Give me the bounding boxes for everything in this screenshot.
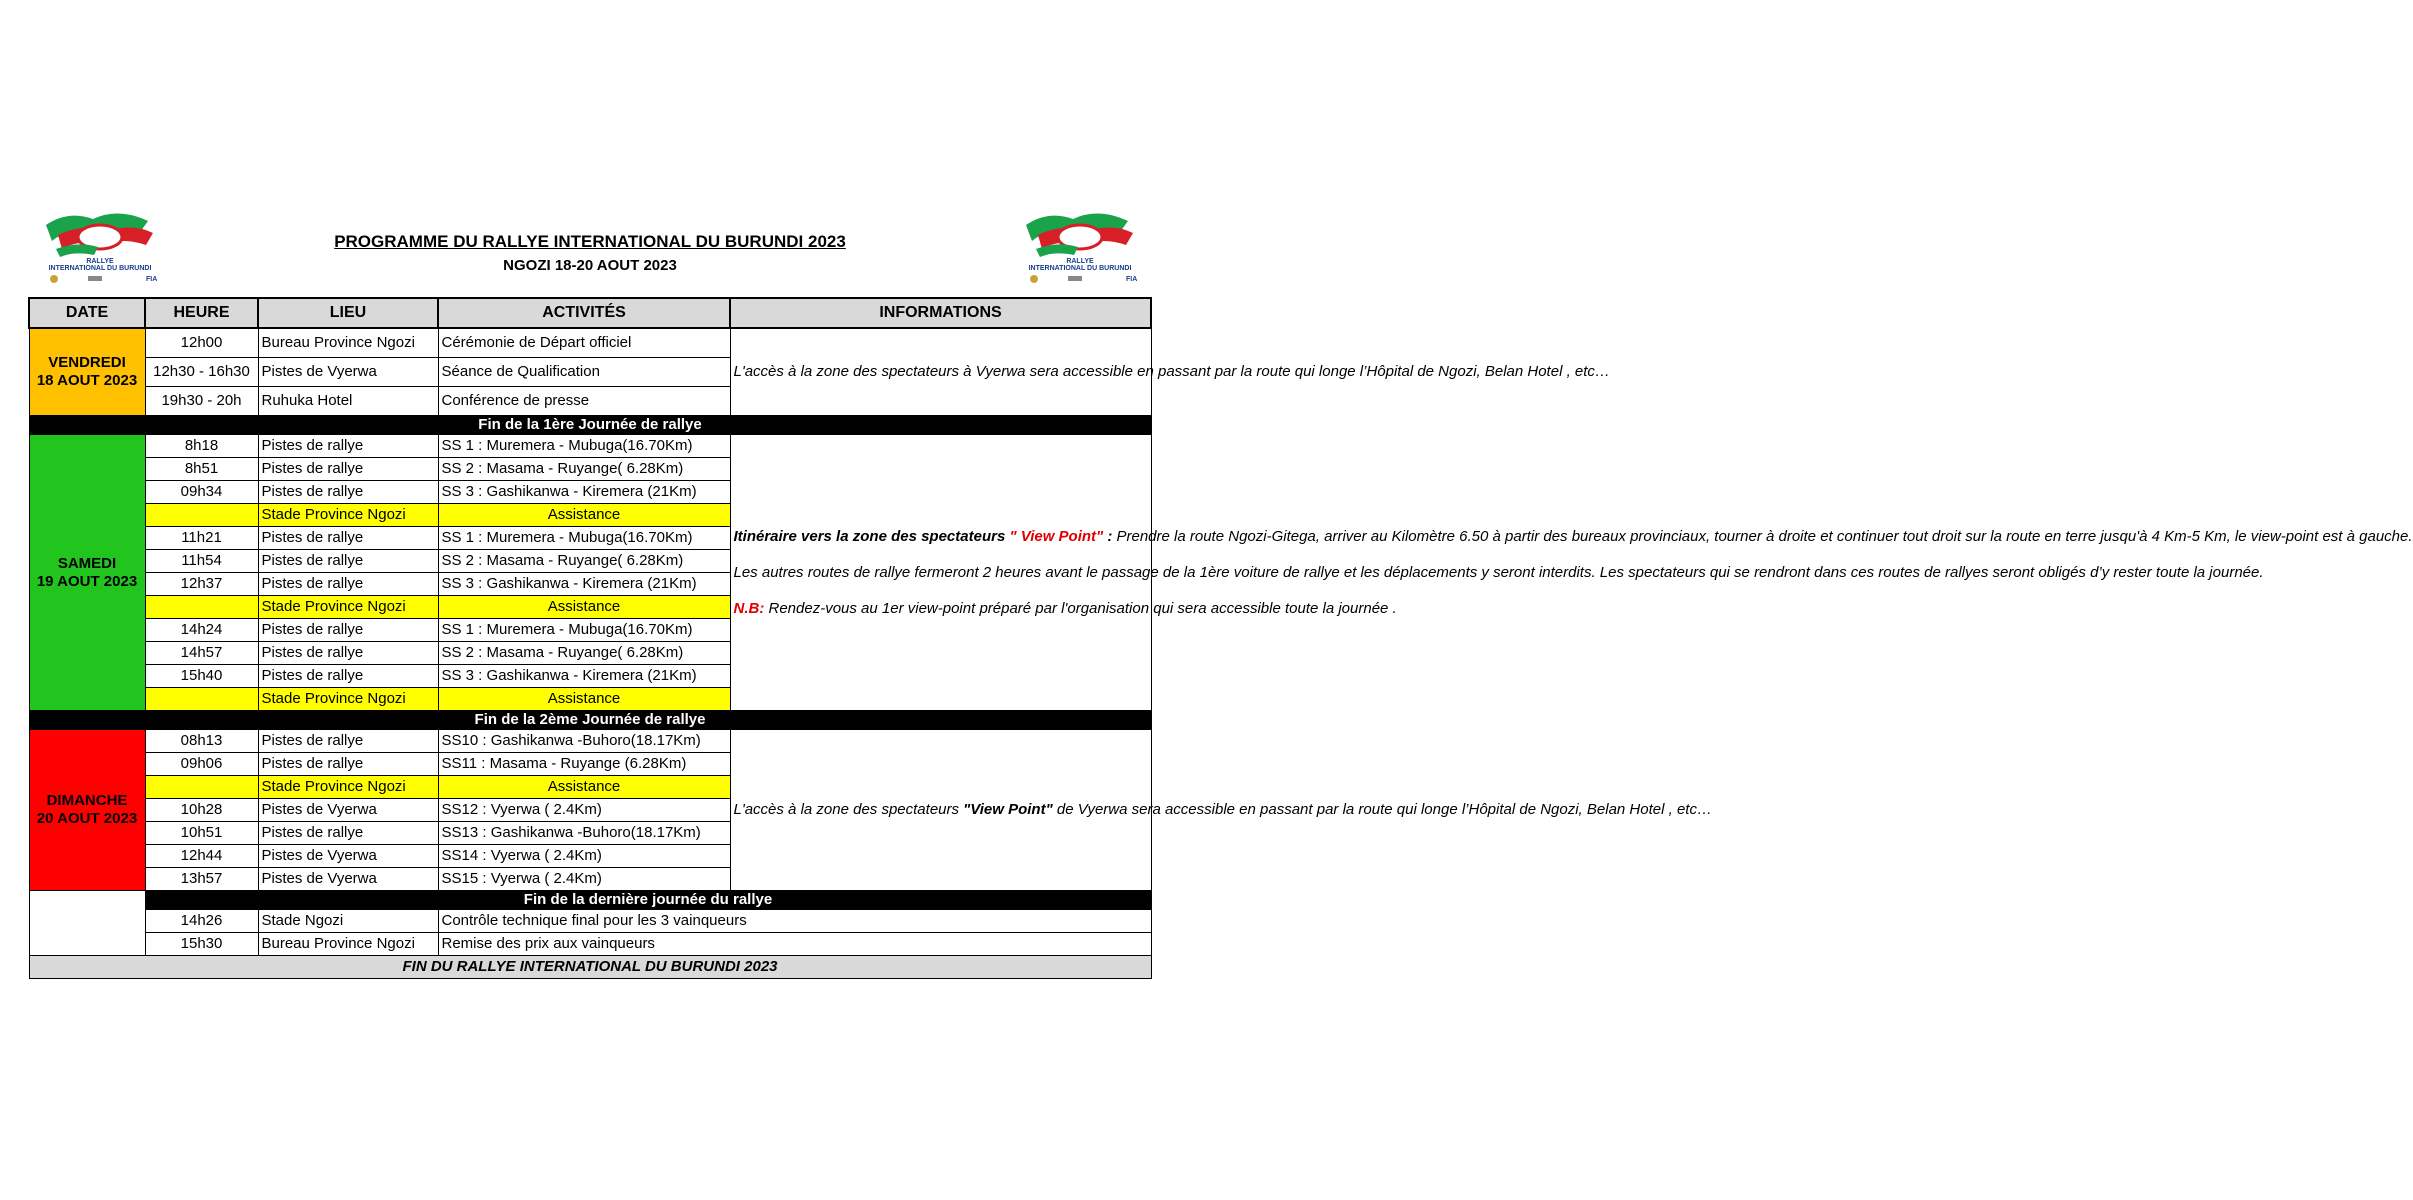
footer-row: FIN DU RALLYE INTERNATIONAL DU BURUNDI 2023 bbox=[29, 956, 1151, 979]
date-sunday: DIMANCHE 20 AOUT 2023 bbox=[29, 730, 145, 891]
col-activites: ACTIVITÉS bbox=[438, 298, 730, 328]
svg-text:RALLYE: RALLYE bbox=[1066, 258, 1094, 265]
info-friday: L'accès à la zone des spectateurs à Vyerwa sera accessible en passant par la route qui longe l’Hôpital de Ngozi, Belan Hotel , etc… bbox=[730, 328, 1151, 416]
table-row: SAMEDI 19 AOUT 2023 8h18 Pistes de rallye SS 1 : Muremera - Mubuga(16.70Km) Itinéraire vers la zone des spectateurs " View Point" : Prendre la route Ngozi-Gitega, arriver au Kilomètre 6.50 à partir des bureaux provinciaux, tourner à droite et continuer tout droit sur la route en terre jusqu'à 4 Km-5 Km, le view-point est à gauche. Les autres routes de rallye fermeront 2 heures avant le passage de la 1ère voiture de rallye et les déplacements y seront interdits. Les spectateurs qui se rendront dans ces routes de rallyes seront obligés d’y rester toute la journée. N.B: Rendez-vous au 1er view-point préparé par l'organisation qui sera accessible toute la journée . bbox=[29, 435, 1151, 458]
assistance-row: Stade Province Ngozi Assistance bbox=[29, 596, 1151, 619]
day-end-separator: Fin de la 1ère Journée de rallye bbox=[29, 416, 1151, 435]
assistance-row: Stade Province Ngozi Assistance bbox=[29, 776, 1151, 799]
day-end-separator: Fin de la dernière journée du rallye bbox=[29, 891, 1151, 910]
table-row: 13h57 Pistes de Vyerwa SS15 : Vyerwa ( 2.4Km) bbox=[29, 868, 1151, 891]
svg-text:RALLYE: RALLYE bbox=[86, 258, 114, 265]
table-row: 15h30 Bureau Province Ngozi Remise des prix aux vainqueurs bbox=[29, 933, 1151, 956]
table-row: 11h21 Pistes de rallye SS 1 : Muremera - Mubuga(16.70Km) bbox=[29, 527, 1151, 550]
table-row: 09h06 Pistes de rallye SS11 : Masama - Ruyange (6.28Km) bbox=[29, 753, 1151, 776]
table-row: 14h57 Pistes de rallye SS 2 : Masama - Ruyange( 6.28Km) bbox=[29, 642, 1151, 665]
table-row: 12h30 - 16h30 Pistes de Vyerwa Séance de Qualification bbox=[29, 358, 1151, 387]
assistance-row: Stade Province Ngozi Assistance bbox=[29, 504, 1151, 527]
assistance-row: Stade Province Ngozi Assistance bbox=[29, 688, 1151, 711]
page-subtitle: NGOZI 18-20 AOUT 2023 bbox=[503, 257, 677, 274]
page-title: PROGRAMME DU RALLYE INTERNATIONAL DU BURUNDI 2023 bbox=[334, 232, 846, 251]
col-lieu: LIEU bbox=[258, 298, 438, 328]
svg-text:INTERNATIONAL DU BURUNDI: INTERNATIONAL DU BURUNDI bbox=[48, 265, 152, 272]
table-row: DIMANCHE 20 AOUT 2023 08h13 Pistes de rallye SS10 : Gashikanwa -Buhoro(18.17Km) L'accès à la zone des spectateurs "View Point" de Vyerwa sera accessible en passant par la route qui longe l’Hôpital de Ngozi, Belan Hotel , etc… bbox=[29, 730, 1151, 753]
svg-text:FIA: FIA bbox=[146, 276, 158, 283]
table-row: 15h40 Pistes de rallye SS 3 : Gashikanwa - Kiremera (21Km) bbox=[29, 665, 1151, 688]
svg-text:INTERNATIONAL DU BURUNDI: INTERNATIONAL DU BURUNDI bbox=[1028, 265, 1132, 272]
col-informations: INFORMATIONS bbox=[730, 298, 1151, 328]
table-row: 11h54 Pistes de rallye SS 2 : Masama - Ruyange( 6.28Km) bbox=[29, 550, 1151, 573]
table-header-row bbox=[29, 298, 1151, 328]
table-row: 12h37 Pistes de rallye SS 3 : Gashikanwa - Kiremera (21Km) bbox=[29, 573, 1151, 596]
table-row: 8h51 Pistes de rallye SS 2 : Masama - Ruyange( 6.28Km) bbox=[29, 458, 1151, 481]
date-saturday: SAMEDI 19 AOUT 2023 bbox=[29, 435, 145, 711]
table-row: 14h26 Stade Ngozi Contrôle technique final pour les 3 vainqueurs bbox=[29, 910, 1151, 933]
col-heure: HEURE bbox=[145, 298, 258, 328]
info-sunday: L'accès à la zone des spectateurs "View Point" de Vyerwa sera accessible en passant par la route qui longe l’Hôpital de Ngozi, Belan Hotel , etc… bbox=[730, 730, 1151, 891]
table-row: 19h30 - 20h Ruhuka Hotel Conférence de presse bbox=[29, 387, 1151, 416]
program-table bbox=[28, 297, 2413, 979]
col-date: DATE bbox=[29, 298, 145, 328]
date-friday: VENDREDI 18 AOUT 2023 bbox=[29, 328, 145, 416]
table-row: 14h24 Pistes de rallye SS 1 : Muremera - Mubuga(16.70Km) bbox=[29, 619, 1151, 642]
table-row: 09h34 Pistes de rallye SS 3 : Gashikanwa - Kiremera (21Km) bbox=[29, 481, 1151, 504]
table-row: 10h28 Pistes de Vyerwa SS12 : Vyerwa ( 2.4Km) bbox=[29, 799, 1151, 822]
table-row: 10h51 Pistes de rallye SS13 : Gashikanwa -Buhoro(18.17Km) bbox=[29, 822, 1151, 845]
table-row: 12h44 Pistes de Vyerwa SS14 : Vyerwa ( 2.4Km) bbox=[29, 845, 1151, 868]
table-row: VENDREDI 18 AOUT 2023 12h00 Bureau Province Ngozi Cérémonie de Départ officiel L'accès à la zone des spectateurs à Vyerwa sera accessible en passant par la route qui longe l’Hôpital de Ngozi, Belan Hotel , etc… bbox=[29, 328, 1151, 358]
info-saturday: Itinéraire vers la zone des spectateurs " View Point" : Prendre la route Ngozi-Gitega, arriver au Kilomètre 6.50 à partir des bureaux provinciaux, tourner à droite et continuer tout droit sur la route en terre jusqu'à 4 Km-5 Km, le view-point est à gauche. Les autres routes de rallye fermeront 2 heures avant le passage de la 1ère voiture de rallye et les déplacements y seront interdits. Les spectateurs qui se rendront dans ces routes de rallyes seront obligés d’y rester toute la journée. N.B: Rendez-vous au 1er view-point préparé par l'organisation qui sera accessible toute la journée . bbox=[730, 435, 1151, 711]
day-end-separator: Fin de la 2ème Journée de rallye bbox=[29, 711, 1151, 730]
svg-text:FIA: FIA bbox=[1126, 276, 1138, 283]
